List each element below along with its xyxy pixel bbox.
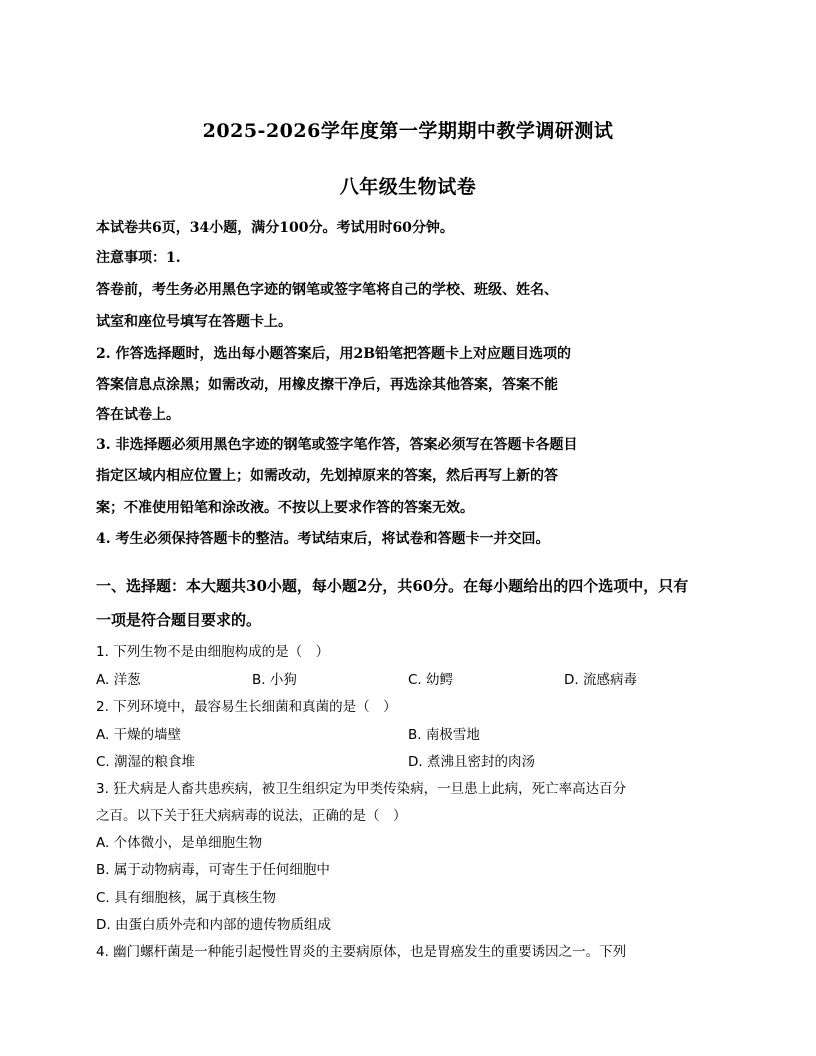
question-3-option-d: D. 由蛋白质外壳和内部的遗传物质组成 [96, 917, 331, 933]
question-1-stem: 1. 下列生物不是由细胞构成的是（ ） [96, 644, 330, 660]
question-4-stem-line-1: 4. 幽门螺杆菌是一种能引起慢性胃炎的主要病原体，也是胃癌发生的重要诱因之一。下列 [96, 944, 627, 960]
exam-title: 2025-2026学年度第一学期期中教学调研测试 [202, 120, 614, 142]
question-1-option-c: C. 幼鳄 [408, 672, 454, 688]
question-2-option-a: A. 干燥的墙壁 [96, 727, 182, 743]
question-2-stem: 2. 下列环境中，最容易生长细菌和真菌的是（ ） [96, 699, 397, 715]
note-4: 4. 考生必须保持答题卡的整洁。考试结束后，将试卷和答题卡一并交回。 [96, 531, 550, 547]
section-1-heading-line-1: 一、选择题：本大题共30小题，每小题2分，共60分。在每小题给出的四个选项中，只有 [96, 577, 689, 595]
note-3-line-1: 3. 非选择题必须用黑色字迹的钢笔或签字笔作答，答案必须写在答题卡各题目 [96, 437, 578, 453]
note-2-line-2: 答案信息点涂黑；如需改动，用橡皮擦干净后，再选涂其他答案，答案不能 [96, 377, 558, 393]
question-3-stem-line-1: 3. 狂犬病是人畜共患疾病，被卫生组织定为甲类传染病，一旦患上此病，死亡率高达百分 [96, 781, 627, 797]
question-3-option-b: B. 属于动物病毒，可寄生于任何细胞中 [96, 862, 330, 878]
note-3-line-3: 案；不准使用铅笔和涂改液。不按以上要求作答的答案无效。 [96, 500, 474, 516]
exam-summary: 本试卷共6页，34小题，满分100分。考试用时60分钟。 [96, 220, 454, 236]
question-1-option-d: D. 流感病毒 [564, 672, 637, 688]
question-2-option-b: B. 南极雪地 [408, 727, 480, 743]
question-1-option-a: A. 洋葱 [96, 672, 141, 688]
question-2-option-c: C. 潮湿的粮食堆 [96, 754, 196, 770]
question-1-option-b: B. 小狗 [252, 672, 297, 688]
note-3-line-2: 指定区域内相应位置上；如需改动，先划掉原来的答案，然后再写上新的答 [96, 468, 558, 484]
note-1-line-1: 答卷前，考生务必用黑色字迹的钢笔或签字笔将自己的学校、班级、姓名、 [96, 282, 558, 298]
note-2-line-1: 2. 作答选择题时，选出每小题答案后，用2B铅笔把答题卡上对应题目选项的 [96, 346, 572, 362]
question-3-option-a: A. 个体微小，是单细胞生物 [96, 835, 263, 851]
section-1-heading-line-2: 一项是符合题目要求的。 [96, 611, 262, 629]
note-1-line-2: 试室和座位号填写在答题卡上。 [96, 314, 292, 330]
question-3-stem-line-2: 之百。以下关于狂犬病病毒的说法，正确的是（ ） [96, 808, 407, 824]
question-2-option-d: D. 煮沸且密封的肉汤 [408, 754, 535, 770]
exam-subtitle: 八年级生物试卷 [339, 176, 477, 198]
notice-heading: 注意事项：1. [96, 250, 181, 266]
note-2-line-3: 答在试卷上。 [96, 407, 180, 423]
question-3-option-c: C. 具有细胞核，属于真核生物 [96, 890, 277, 906]
